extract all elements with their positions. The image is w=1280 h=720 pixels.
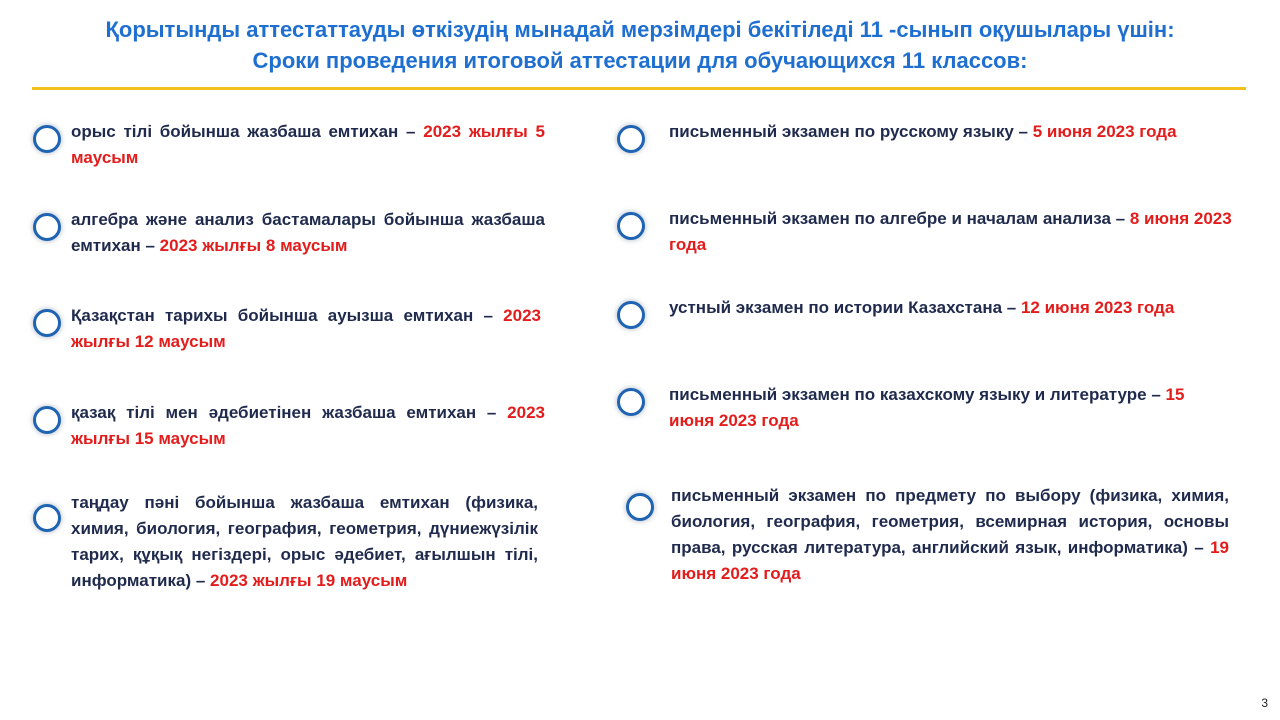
list-item-text bbox=[71, 400, 545, 452]
list-item-text bbox=[671, 483, 1229, 587]
list-item-ru-russian-exam bbox=[617, 119, 1247, 153]
list-item-kz-russian-exam bbox=[33, 119, 545, 171]
exam-date: 2023 жылғы 5 маусым bbox=[71, 122, 545, 167]
circle-bullet-icon bbox=[33, 213, 61, 241]
exam-description: таңдау пәні бойынша жазбаша емтихан (физика, химия, биология, география, геометрия, дүниежүзілік тарих, құқық негіздері, орыс әдебиет, ағылшын тілі, информатика) – bbox=[71, 493, 538, 590]
exam-description: письменный экзамен по алгебре и началам анализа – bbox=[669, 209, 1130, 228]
list-item-kz-elective-exam bbox=[33, 490, 538, 594]
exam-date: 19 июня 2023 года bbox=[671, 538, 1229, 583]
circle-bullet-icon bbox=[33, 125, 61, 153]
list-item-ru-elective-exam bbox=[626, 483, 1229, 587]
list-item-text bbox=[669, 295, 1174, 321]
list-item-kz-kazakh-exam bbox=[33, 400, 545, 452]
list-item-ru-kazakh-exam bbox=[617, 382, 1217, 434]
slide-page-number: 3 bbox=[1261, 696, 1268, 710]
circle-bullet-icon bbox=[617, 125, 645, 153]
exam-description: письменный экзамен по казахскому языку и литературе – bbox=[669, 385, 1166, 404]
exam-date: 5 июня 2023 года bbox=[1032, 122, 1177, 141]
title-kazakh: Қорытынды аттестаттауды өткізудің мынадай мерзімдері бекітіледі 11 -сынып оқушылары үшін: bbox=[105, 17, 1175, 42]
list-item-kz-history-exam bbox=[33, 303, 541, 355]
circle-bullet-icon bbox=[617, 212, 645, 240]
exam-date: 2023 жылғы 8 маусым bbox=[159, 236, 348, 255]
list-item-text bbox=[669, 119, 1177, 145]
exam-date: 8 июня 2023 года bbox=[669, 209, 1232, 254]
list-item-text bbox=[71, 303, 541, 355]
list-item-text bbox=[669, 382, 1217, 434]
exam-date: 12 июня 2023 года bbox=[1020, 298, 1175, 317]
list-item-text bbox=[71, 207, 545, 259]
circle-bullet-icon bbox=[33, 504, 61, 532]
exam-date: 2023 жылғы 15 маусым bbox=[71, 403, 545, 448]
list-item-text bbox=[669, 206, 1247, 258]
list-item-ru-history-exam bbox=[617, 295, 1247, 329]
circle-bullet-icon bbox=[33, 309, 61, 337]
exam-description: алгебра және анализ бастамалары бойынша жазбаша емтихан – bbox=[71, 210, 545, 255]
title-divider bbox=[32, 87, 1246, 90]
list-item-kz-algebra-exam bbox=[33, 207, 545, 259]
list-item-text bbox=[71, 119, 545, 171]
page-title bbox=[30, 14, 1250, 76]
list-item-ru-algebra-exam bbox=[617, 206, 1247, 258]
exam-description: орыс тілі бойынша жазбаша емтихан – bbox=[71, 122, 424, 141]
circle-bullet-icon bbox=[626, 493, 654, 521]
exam-date: 15 июня 2023 года bbox=[669, 385, 1185, 430]
circle-bullet-icon bbox=[617, 301, 645, 329]
exam-description: письменный экзамен по предмету по выбору (физика, химия, биология, география, геометрия, всемирная история, основы права, русская литература, английский язык, информатика) – bbox=[671, 486, 1229, 557]
title-russian: Сроки проведения итоговой аттестации для обучающихся 11 классов: bbox=[252, 48, 1028, 73]
exam-description: устный экзамен по истории Казахстана – bbox=[669, 298, 1021, 317]
exam-date: 2023 жылғы 12 маусым bbox=[71, 306, 541, 351]
exam-description: письменный экзамен по русскому языку – bbox=[669, 122, 1033, 141]
exam-description: Қазақстан тарихы бойынша ауызша емтихан – bbox=[71, 306, 504, 325]
exam-description: қазақ тілі мен әдебиетінен жазбаша емтихан – bbox=[71, 403, 508, 422]
exam-date: 2023 жылғы 19 маусым bbox=[210, 571, 408, 590]
circle-bullet-icon bbox=[617, 388, 645, 416]
list-item-text bbox=[71, 490, 538, 594]
circle-bullet-icon bbox=[33, 406, 61, 434]
